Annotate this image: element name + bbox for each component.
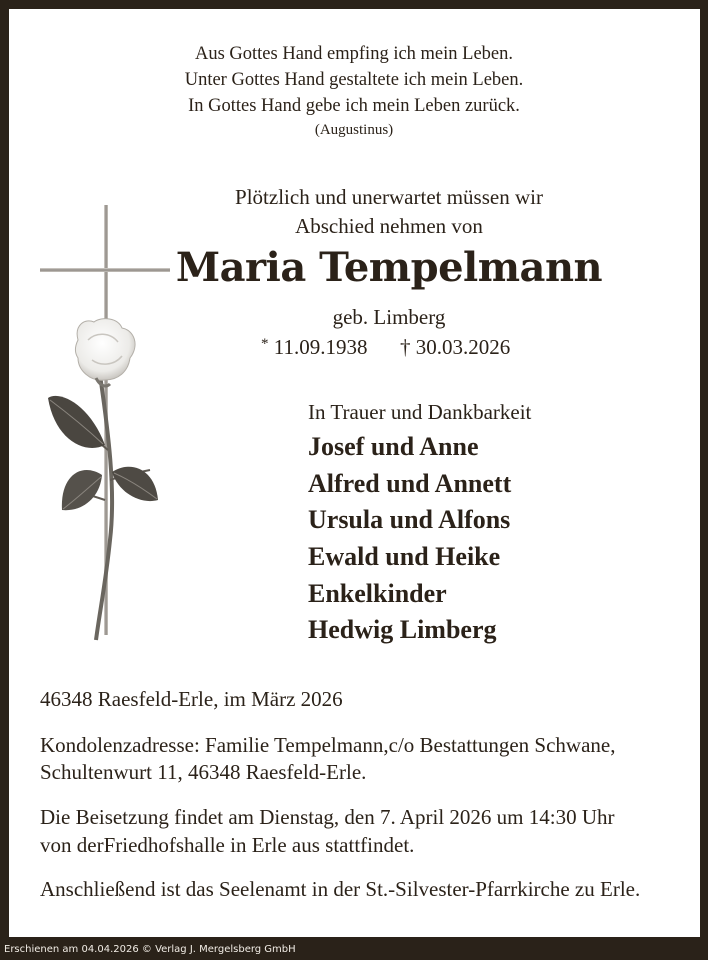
condolence-address: Schultenwurt 11, 46348 Raesfeld-Erle. bbox=[40, 760, 367, 784]
motto-author: (Augustinus) bbox=[314, 122, 394, 138]
funeral-info: von derFriedhofshalle in Erle aus stattfindet. bbox=[40, 833, 415, 857]
mourners-label: In Trauer und Dankbarkeit bbox=[308, 400, 532, 424]
rose-leaf bbox=[48, 396, 105, 448]
maiden-name: geb. Limberg bbox=[332, 305, 446, 329]
mourner-name: Josef und Anne bbox=[308, 432, 479, 461]
intro-line: Plötzlich und unerwartet müssen wir bbox=[235, 185, 543, 209]
publication-footer: Erschienen am 04.04.2026 © Verlag J. Mergelsberg GmbH bbox=[4, 944, 296, 955]
deceased-name: Maria Tempelmann bbox=[175, 244, 603, 291]
rose-leaf bbox=[62, 470, 102, 510]
funeral-info: Die Beisetzung findet am Dienstag, den 7. April 2026 um 14:30 Uhr bbox=[40, 805, 615, 829]
life-dates bbox=[261, 335, 510, 360]
mourner-name: Alfred und Annett bbox=[308, 469, 512, 498]
motto-line: Unter Gottes Hand gestaltete ich mein Leben. bbox=[184, 70, 524, 90]
death-symbol: † bbox=[399, 335, 411, 359]
death-date: 30.03.2026 bbox=[415, 335, 511, 359]
motto-line: In Gottes Hand gebe ich mein Leben zurück. bbox=[188, 96, 520, 116]
mourner-name: Hedwig Limberg bbox=[308, 615, 497, 644]
birth-symbol: * bbox=[261, 336, 269, 352]
motto-line: Aus Gottes Hand empfing ich mein Leben. bbox=[194, 44, 514, 64]
mourner-name: Ewald und Heike bbox=[308, 542, 501, 571]
mourner-name: Enkelkinder bbox=[308, 579, 447, 608]
intro-line: Abschied nehmen von bbox=[295, 214, 483, 238]
condolence-address: Kondolenzadresse: Familie Tempelmann,c/o Bestattungen Schwane, bbox=[40, 733, 616, 757]
place-date: 46348 Raesfeld-Erle, im März 2026 bbox=[40, 687, 343, 711]
mourner-name: Ursula und Alfons bbox=[308, 505, 511, 534]
birth-date: 11.09.1938 bbox=[273, 335, 368, 359]
requiem-info: Anschließend ist das Seelenamt in der St.-Silvester-Pfarrkirche zu Erle. bbox=[40, 877, 641, 901]
